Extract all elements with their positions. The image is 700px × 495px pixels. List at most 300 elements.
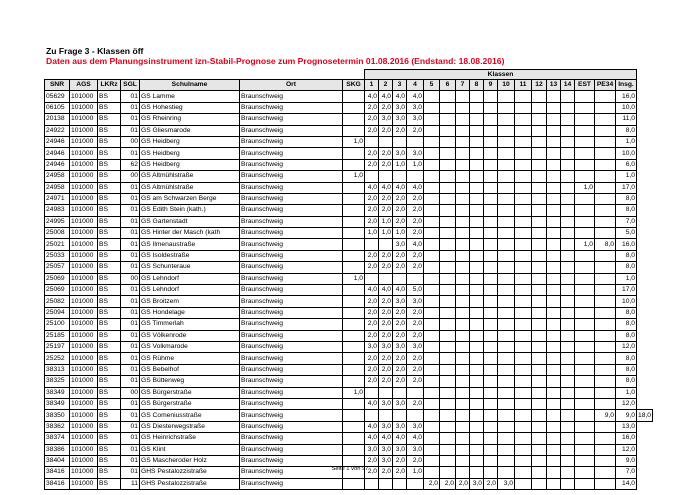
table-cell: 101000 — [70, 376, 98, 387]
table-cell: 3,0 — [393, 239, 407, 250]
table-cell: 38313 — [45, 364, 70, 375]
table-cell: 2,0 — [393, 319, 407, 330]
table-cell: GS Lamme — [140, 91, 240, 102]
table-cell — [424, 136, 440, 147]
table-cell: 5,0 — [407, 285, 424, 296]
table-cell: 01 — [121, 148, 140, 159]
table-cell — [515, 171, 532, 182]
table-cell: 01 — [121, 467, 140, 478]
table-cell: 01 — [121, 398, 140, 409]
table-cell: 4,0 — [365, 91, 379, 102]
table-cell: 101000 — [70, 91, 98, 102]
table-row — [45, 341, 653, 352]
table-cell — [561, 353, 575, 364]
table-cell — [470, 330, 484, 341]
table-cell — [515, 398, 532, 409]
table-cell — [575, 228, 595, 239]
table-cell: BS — [98, 148, 121, 159]
table-cell — [575, 136, 595, 147]
table-cell — [470, 193, 484, 204]
table-cell: 4,0 — [379, 182, 393, 193]
table-cell: Braunschweig — [240, 205, 343, 216]
table-cell — [424, 114, 440, 125]
table-cell: 2,0 — [379, 159, 393, 170]
table-cell: 2,0 — [393, 307, 407, 318]
table-cell — [561, 319, 575, 330]
table-cell: 101000 — [70, 273, 98, 284]
table-cell — [561, 193, 575, 204]
column-header: 10 — [498, 80, 515, 91]
table-cell — [532, 114, 547, 125]
table-cell: 3,0 — [379, 398, 393, 409]
table-cell: GS Diesterwegstraße — [140, 421, 240, 432]
table-cell: GS Timmerlah — [140, 319, 240, 330]
table-cell — [470, 114, 484, 125]
table-cell: 25197 — [45, 341, 70, 352]
table-cell: 1,0 — [575, 239, 595, 250]
table-cell — [393, 273, 407, 284]
table-cell — [515, 444, 532, 455]
table-cell: BS — [98, 433, 121, 444]
table-cell — [424, 433, 440, 444]
table-cell — [343, 398, 365, 409]
table-cell — [456, 285, 470, 296]
table-cell — [498, 398, 515, 409]
table-cell — [595, 296, 616, 307]
table-cell — [456, 421, 470, 432]
table-cell — [343, 376, 365, 387]
table-cell: 2,0 — [365, 216, 379, 227]
table-cell — [456, 444, 470, 455]
table-cell: BS — [98, 421, 121, 432]
table-cell — [498, 91, 515, 102]
table-cell — [440, 171, 456, 182]
table-cell — [595, 250, 616, 261]
table-cell: 1,0 — [407, 467, 424, 478]
table-cell — [424, 330, 440, 341]
table-cell — [343, 205, 365, 216]
table-cell — [470, 91, 484, 102]
table-cell — [365, 410, 379, 421]
table-cell — [575, 478, 595, 489]
column-header: LKRz — [98, 80, 121, 91]
table-cell: 8,0 — [616, 250, 637, 261]
table-cell: 2,0 — [365, 376, 379, 387]
table-cell — [440, 364, 456, 375]
table-cell — [547, 136, 561, 147]
table-cell — [365, 387, 379, 398]
table-cell — [547, 193, 561, 204]
table-cell — [547, 216, 561, 227]
table-cell: 2,0 — [365, 125, 379, 136]
table-cell — [532, 410, 547, 421]
table-cell: 24995 — [45, 216, 70, 227]
table-cell: 2,0 — [440, 478, 456, 489]
table-cell — [561, 250, 575, 261]
table-cell — [575, 171, 595, 182]
table-cell — [575, 341, 595, 352]
table-cell: BS — [98, 250, 121, 261]
table-row — [45, 410, 653, 421]
table-cell: 24922 — [45, 125, 70, 136]
table-cell — [393, 410, 407, 421]
table-cell: 01 — [121, 296, 140, 307]
table-cell — [470, 273, 484, 284]
table-cell — [595, 387, 616, 398]
table-cell — [561, 205, 575, 216]
table-cell: 2,0 — [393, 205, 407, 216]
table-cell: 101000 — [70, 262, 98, 273]
page-subtitle: Daten aus dem Planungsinstrument izn-Stabil-Prognose zum Prognosetermin 01.08.2016 (Endstand: 18.08.2016) — [46, 56, 505, 66]
table-cell — [595, 262, 616, 273]
table-cell: 01 — [121, 182, 140, 193]
table-cell: 4,0 — [365, 421, 379, 432]
table-cell — [532, 444, 547, 455]
table-cell — [498, 285, 515, 296]
table-cell: 01 — [121, 410, 140, 421]
table-cell — [515, 433, 532, 444]
table-cell — [470, 410, 484, 421]
table-cell: GS Bürgerstraße — [140, 398, 240, 409]
table-cell: BS — [98, 216, 121, 227]
table-cell — [424, 319, 440, 330]
table-cell — [424, 228, 440, 239]
table-cell — [515, 319, 532, 330]
table-cell — [440, 193, 456, 204]
table-cell: 06105 — [45, 102, 70, 113]
table-cell: 38416 — [45, 467, 70, 478]
table-cell — [575, 421, 595, 432]
table-cell — [343, 102, 365, 113]
table-cell: 8,0 — [616, 205, 637, 216]
table-cell — [532, 91, 547, 102]
table-row — [45, 353, 653, 364]
table-cell — [484, 341, 498, 352]
table-cell: BS — [98, 307, 121, 318]
table-cell — [547, 410, 561, 421]
table-cell — [424, 398, 440, 409]
table-cell — [484, 262, 498, 273]
table-cell — [532, 136, 547, 147]
table-cell: 16,0 — [616, 239, 637, 250]
table-cell: 25100 — [45, 319, 70, 330]
table-cell — [498, 262, 515, 273]
table-cell — [498, 433, 515, 444]
table-cell — [498, 444, 515, 455]
table-cell — [575, 433, 595, 444]
table-cell: Braunschweig — [240, 136, 343, 147]
table-cell: 2,0 — [379, 467, 393, 478]
table-cell: 2,0 — [407, 319, 424, 330]
table-cell — [561, 114, 575, 125]
table-cell — [532, 353, 547, 364]
table-cell — [547, 478, 561, 489]
table-cell: GS Volkmarode — [140, 341, 240, 352]
table-cell — [470, 353, 484, 364]
table-cell — [484, 136, 498, 147]
column-header: SNR — [45, 80, 70, 91]
table-cell — [498, 353, 515, 364]
table-cell: 24946 — [45, 148, 70, 159]
table-cell — [424, 421, 440, 432]
table-cell — [484, 307, 498, 318]
table-cell — [440, 159, 456, 170]
table-cell — [515, 307, 532, 318]
table-cell: BS — [98, 136, 121, 147]
table-cell: 05629 — [45, 91, 70, 102]
table-cell: 101000 — [70, 387, 98, 398]
table-cell — [484, 421, 498, 432]
table-cell — [484, 171, 498, 182]
table-cell: 2,0 — [365, 148, 379, 159]
table-cell: 4,0 — [407, 91, 424, 102]
table-cell: 3,0 — [379, 444, 393, 455]
table-cell: 8,0 — [616, 307, 637, 318]
table-cell — [440, 319, 456, 330]
table-cell: 101000 — [70, 398, 98, 409]
table-cell — [424, 376, 440, 387]
table-cell: 3,0 — [407, 148, 424, 159]
table-cell — [561, 228, 575, 239]
table-cell — [515, 296, 532, 307]
table-cell — [379, 171, 393, 182]
table-cell — [484, 364, 498, 375]
table-cell: Braunschweig — [240, 467, 343, 478]
table-cell: GHS Pestalozzistraße — [140, 478, 240, 489]
table-cell — [424, 205, 440, 216]
table-cell: 01 — [121, 353, 140, 364]
table-cell: 101000 — [70, 353, 98, 364]
table-cell: 8,0 — [616, 319, 637, 330]
table-cell — [498, 421, 515, 432]
table-row — [45, 216, 653, 227]
table-cell — [532, 171, 547, 182]
table-cell: 2,0 — [407, 455, 424, 466]
table-cell — [532, 341, 547, 352]
table-cell: 25008 — [45, 228, 70, 239]
table-cell — [575, 296, 595, 307]
table-cell: GS Hohestieg — [140, 102, 240, 113]
table-cell — [440, 136, 456, 147]
table-cell: 101000 — [70, 205, 98, 216]
table-cell — [484, 228, 498, 239]
table-cell: 1,0 — [393, 159, 407, 170]
table-cell — [424, 410, 440, 421]
column-header: 7 — [456, 80, 470, 91]
table-cell — [561, 216, 575, 227]
table-cell — [498, 250, 515, 261]
table-cell: 3,0 — [393, 398, 407, 409]
table-cell: 01 — [121, 330, 140, 341]
table-cell — [515, 376, 532, 387]
table-cell — [595, 114, 616, 125]
table-cell: 2,0 — [379, 307, 393, 318]
table-cell — [532, 285, 547, 296]
table-cell — [547, 239, 561, 250]
table-cell — [561, 159, 575, 170]
table-cell — [498, 273, 515, 284]
table-cell: 2,0 — [379, 364, 393, 375]
table-cell — [470, 376, 484, 387]
column-header: 5 — [424, 80, 440, 91]
table-cell: 38374 — [45, 433, 70, 444]
table-cell — [498, 171, 515, 182]
table-cell: 01 — [121, 455, 140, 466]
table-cell — [547, 159, 561, 170]
table-cell: BS — [98, 262, 121, 273]
table-cell: Braunschweig — [240, 341, 343, 352]
table-cell — [595, 478, 616, 489]
table-cell — [547, 341, 561, 352]
table-cell: Braunschweig — [240, 285, 343, 296]
table-cell — [575, 273, 595, 284]
table-cell — [561, 330, 575, 341]
table-cell: 8,0 — [616, 262, 637, 273]
table-cell — [547, 353, 561, 364]
table-cell — [456, 330, 470, 341]
table-cell — [575, 330, 595, 341]
table-cell — [407, 387, 424, 398]
table-cell: 2,0 — [365, 205, 379, 216]
table-cell — [498, 410, 515, 421]
table-cell: 2,0 — [424, 478, 440, 489]
table-cell — [470, 239, 484, 250]
table-cell: 9,0 — [616, 455, 637, 466]
table-cell: 2,0 — [393, 125, 407, 136]
table-cell: 3,0 — [393, 114, 407, 125]
table-cell — [343, 239, 365, 250]
table-cell: 38349 — [45, 398, 70, 409]
table-cell: 2,0 — [379, 205, 393, 216]
table-cell — [440, 353, 456, 364]
table-cell — [575, 376, 595, 387]
column-header: 4 — [407, 80, 424, 91]
table-cell: BS — [98, 296, 121, 307]
table-cell: 8,0 — [616, 364, 637, 375]
table-cell — [470, 228, 484, 239]
table-cell: Braunschweig — [240, 273, 343, 284]
table-cell: 4,0 — [365, 398, 379, 409]
table-cell: 3,0 — [407, 341, 424, 352]
table-cell: 10,0 — [616, 102, 637, 113]
table-cell — [595, 216, 616, 227]
table-cell — [532, 296, 547, 307]
table-cell — [532, 125, 547, 136]
table-row — [45, 421, 653, 432]
table-cell: 3,0 — [365, 444, 379, 455]
table-cell — [532, 433, 547, 444]
table-cell — [424, 193, 440, 204]
table-cell — [547, 398, 561, 409]
table-cell — [498, 205, 515, 216]
table-cell: 101000 — [70, 285, 98, 296]
table-cell: 14,0 — [616, 478, 637, 489]
table-cell: Braunschweig — [240, 171, 343, 182]
table-cell — [343, 444, 365, 455]
table-cell — [343, 421, 365, 432]
column-header: 9 — [484, 80, 498, 91]
column-header: 1 — [365, 80, 379, 91]
table-cell — [379, 273, 393, 284]
table-cell: Braunschweig — [240, 262, 343, 273]
table-cell — [456, 341, 470, 352]
table-cell: 9,0 — [616, 410, 637, 421]
table-cell — [561, 364, 575, 375]
table-cell — [595, 159, 616, 170]
table-cell — [575, 125, 595, 136]
table-cell — [515, 102, 532, 113]
table-cell: 12,0 — [616, 341, 637, 352]
column-header: 8 — [470, 80, 484, 91]
table-cell: BS — [98, 341, 121, 352]
table-cell — [456, 307, 470, 318]
table-cell — [561, 182, 575, 193]
table-cell — [498, 296, 515, 307]
table-cell — [547, 182, 561, 193]
table-cell: BS — [98, 353, 121, 364]
table-cell: 9,0 — [595, 410, 616, 421]
table-cell: GS Bebelhof — [140, 364, 240, 375]
table-cell — [561, 136, 575, 147]
table-cell — [515, 148, 532, 159]
table-cell: 1,0 — [343, 171, 365, 182]
table-cell — [424, 250, 440, 261]
table-cell: 24958 — [45, 182, 70, 193]
table-cell: 2,0 — [393, 376, 407, 387]
column-header: AGS — [70, 80, 98, 91]
table-cell: 2,0 — [407, 205, 424, 216]
table-cell: Braunschweig — [240, 250, 343, 261]
table-cell: 11,0 — [616, 114, 637, 125]
table-cell: 2,0 — [407, 228, 424, 239]
table-cell — [484, 410, 498, 421]
table-cell: Braunschweig — [240, 216, 343, 227]
column-header: Ort — [240, 80, 343, 91]
table-cell — [561, 444, 575, 455]
table-cell: 2,0 — [393, 216, 407, 227]
table-cell: BS — [98, 319, 121, 330]
group-header-row — [45, 70, 653, 80]
table-cell — [470, 262, 484, 273]
table-cell: Braunschweig — [240, 319, 343, 330]
table-cell: BS — [98, 239, 121, 250]
table-row — [45, 364, 653, 375]
table-cell: 3,0 — [379, 114, 393, 125]
table-cell: 01 — [121, 228, 140, 239]
table-cell: Braunschweig — [240, 433, 343, 444]
table-cell: BS — [98, 182, 121, 193]
table-cell: 2,0 — [365, 262, 379, 273]
table-cell: BS — [98, 410, 121, 421]
table-cell: 01 — [121, 421, 140, 432]
table-cell — [547, 307, 561, 318]
table-cell: 2,0 — [365, 250, 379, 261]
table-cell: 2,0 — [393, 250, 407, 261]
table-cell: 2,0 — [365, 114, 379, 125]
column-header: Schulname — [140, 80, 240, 91]
table-cell: 10,0 — [616, 148, 637, 159]
table-cell — [575, 410, 595, 421]
table-row — [45, 398, 653, 409]
table-cell: 4,0 — [365, 182, 379, 193]
table-cell: 2,0 — [407, 307, 424, 318]
table-cell: GS Comeniusstraße — [140, 410, 240, 421]
table-cell: 00 — [121, 136, 140, 147]
table-cell — [547, 114, 561, 125]
table-cell — [575, 250, 595, 261]
table-cell — [595, 330, 616, 341]
table-cell: BS — [98, 478, 121, 489]
